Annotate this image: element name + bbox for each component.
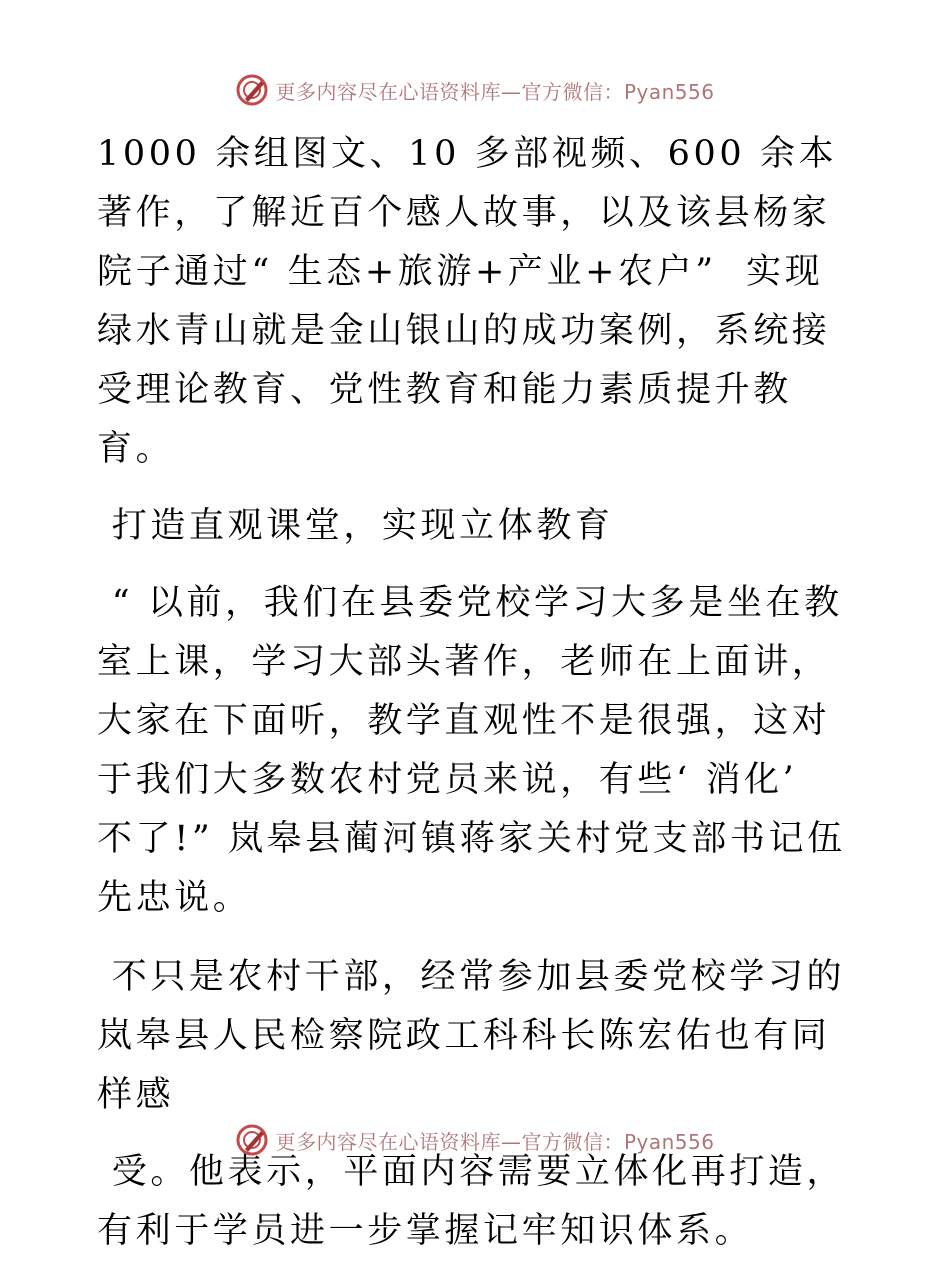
footer-banner [0, 1120, 950, 1160]
red-circle-pen-logo-icon [235, 73, 269, 107]
paragraph-1: 1000 余组图文、10 多部视频、600 余本著作，了解近百个感人故事，以及该县杨家院子通过“ 生态+旅游+产业+农户” 实现绿水青山就是金山银山的成功案例，系统接受理论教育、党性教育和能力素质提升教育。 [97, 134, 838, 469]
header-banner [0, 70, 950, 110]
banner-text: 更多内容尽在心语资料库—官方微信：Pyan556 [275, 1129, 715, 1154]
red-circle-pen-logo-icon [235, 1123, 269, 1157]
banner-text: 更多内容尽在心语资料库—官方微信：Pyan556 [275, 79, 715, 104]
paragraph-2: “ 以前，我们在县委党校学习大多是坐在教室上课，学习大部头著作，老师在上面讲，大家在下面听，教学直观性不是很强，这对于我们大多数农村党员来说，有些‘ 消化’ 不了!” 岚皋县蔺河镇蒋家关村党支部书记伍先忠说。 [97, 583, 846, 918]
paragraph-4: 受。他表示，平面内容需要立体化再打造，有利于学员进一步掌握记牢知识体系。 [97, 1152, 846, 1251]
paragraph-3: 不只是农村干部，经常参加县委党校学习的岚皋县人民检察院政工科科长陈宏佑也有同样感 [97, 957, 846, 1115]
section-heading: 打造直观课堂，实现立体教育 [97, 506, 614, 546]
document-body [97, 125, 857, 1261]
